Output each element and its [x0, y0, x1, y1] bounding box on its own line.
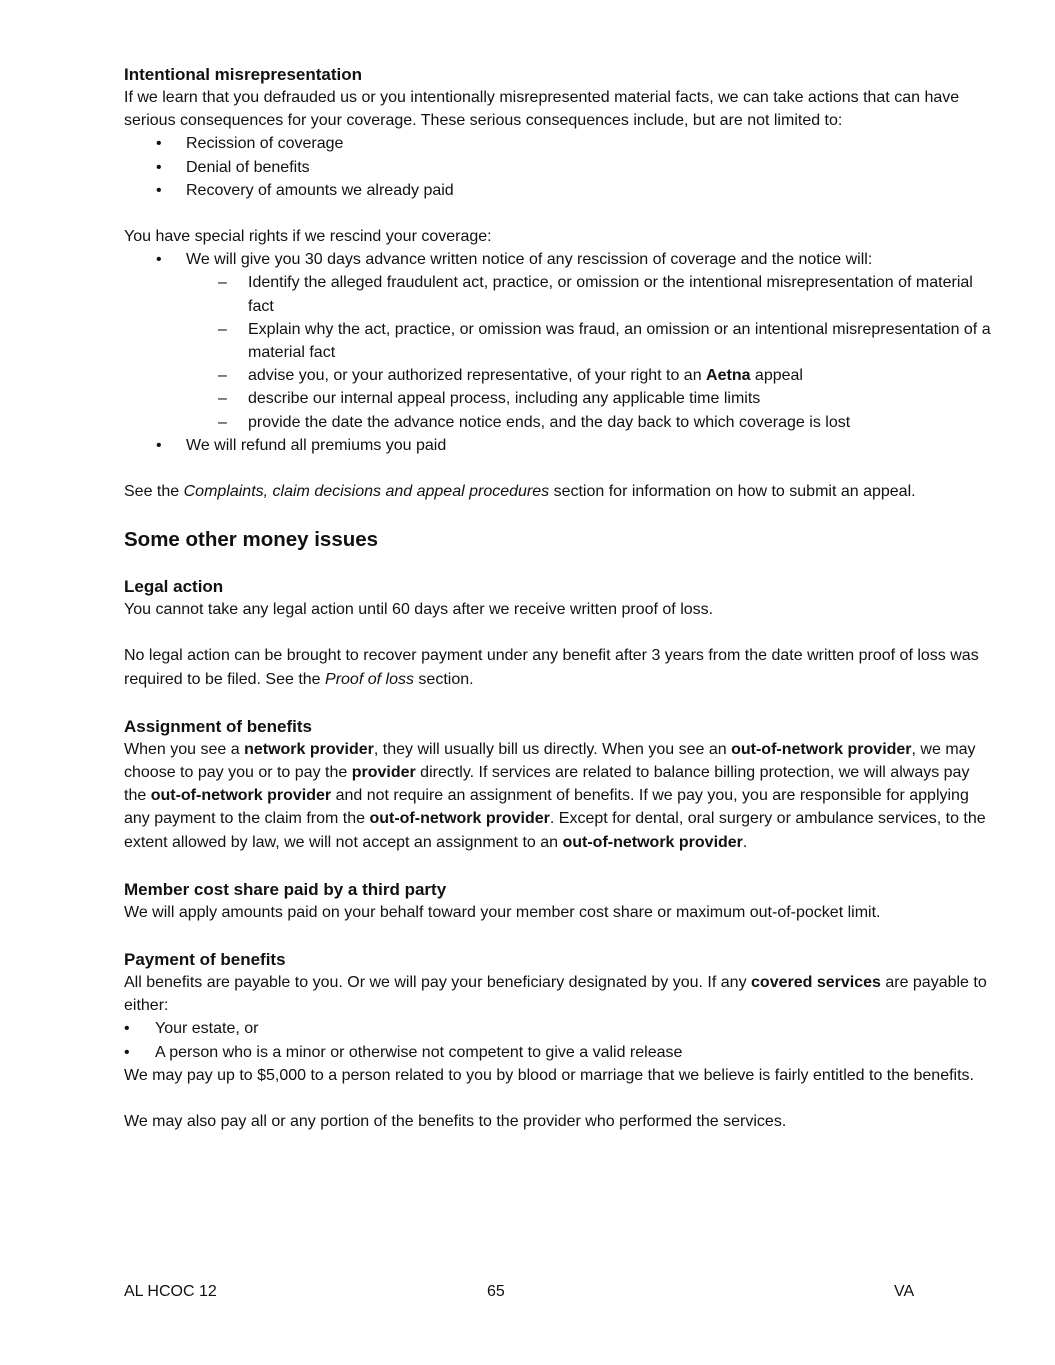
list-item: • A person who is a minor or otherwise not competent to give a valid release — [124, 1041, 996, 1064]
page-footer — [0, 1280, 1055, 1304]
legal-action-p1: You cannot take any legal action until 60 days after we receive written proof of loss. — [124, 601, 714, 619]
payment-body: All benefits are payable to you. Or we will pay your beneficiary designated by you. If any covered services are payable to either: — [124, 974, 987, 1015]
list-item: • Denial of benefits — [124, 156, 996, 179]
subheading-payment-of-benefits: Payment of benefits — [124, 950, 286, 970]
list-item: – provide the date the advance notice ends, and the day back to which coverage is lost — [124, 411, 996, 434]
document-page — [124, 63, 996, 1133]
member-cost-share-body: We will apply amounts paid on your behalf toward your member cost share or maximum out-of-pocket limit. — [124, 903, 881, 921]
consequences-list — [124, 132, 996, 202]
page-number: 65 — [487, 1283, 505, 1300]
footer-state: VA — [894, 1283, 915, 1300]
list-item: – describe our internal appeal process, including any applicable time limits — [124, 387, 996, 410]
list-item: • We will refund all premiums you paid — [124, 434, 996, 457]
subheading-member-cost-share: Member cost share paid by a third party — [124, 879, 447, 899]
subheading-legal-action: Legal action — [124, 577, 224, 597]
subheading-assignment-of-benefits: Assignment of benefits — [124, 716, 312, 736]
payment-p3: We may also pay all or any portion of the benefits to the provider who performed the services. — [124, 1113, 787, 1131]
legal-action-p2: No legal action can be brought to recover payment under any benefit after 3 years from the date written proof of loss was required to be filed. See the Proof of loss section. — [124, 647, 979, 688]
notice-list — [124, 271, 996, 433]
list-item: – Explain why the act, practice, or omission was fraud, an omission or an intentional misrepresentation of a material fact — [124, 318, 996, 364]
payment-p2: We may pay up to $5,000 to a person related to you by blood or marriage that we believe is fairly entitled to the benefits. — [124, 1066, 974, 1084]
payee-list — [124, 1017, 996, 1063]
list-item: – Identify the alleged fraudulent act, practice, or omission or the intentional misrepresentation of material fact — [124, 271, 996, 317]
list-item: – advise you, or your authorized representative, of your right to an Aetna appeal — [124, 364, 996, 387]
assignment-body: When you see a network provider, they will usually bill us directly. When you see an out-of-network provider, we may choose to pay you or to pay the provider directly. If services are related to balance billing protection, we will always pay the out-of-network provider and not require an assignment of benefits. If we pay you, you are responsible for applying any payment to the claim from the out-of-network provider. Except for dental, oral surgery or ambulance services, to the extent allowed by law, we will not accept an assignment to an out-of-network provider. — [124, 740, 986, 851]
list-item: • Your estate, or — [124, 1017, 996, 1040]
rights-list-continued — [124, 434, 996, 457]
list-item: • Recission of coverage — [124, 132, 996, 155]
see-appeal-note: See the Complaints, claim decisions and appeal procedures section for information on how to submit an appeal. — [124, 483, 916, 501]
section-heading-money-issues: Some other money issues — [124, 528, 379, 552]
list-item: • We will give you 30 days advance written notice of any rescission of coverage and the notice will: — [124, 248, 996, 271]
list-item: • Recovery of amounts we already paid — [124, 179, 996, 202]
rights-list — [124, 248, 996, 271]
section-heading-intentional-misrepresentation: Intentional misrepresentation — [124, 65, 363, 84]
rights-intro: You have special rights if we rescind your coverage: — [124, 228, 492, 246]
footer-form-code: AL HCOC 12 — [124, 1283, 217, 1300]
intentional-intro: If we learn that you defrauded us or you intentionally misrepresented material facts, we can take actions that can have serious consequences for your coverage. These serious consequences include, but are not limited to: — [124, 89, 960, 130]
